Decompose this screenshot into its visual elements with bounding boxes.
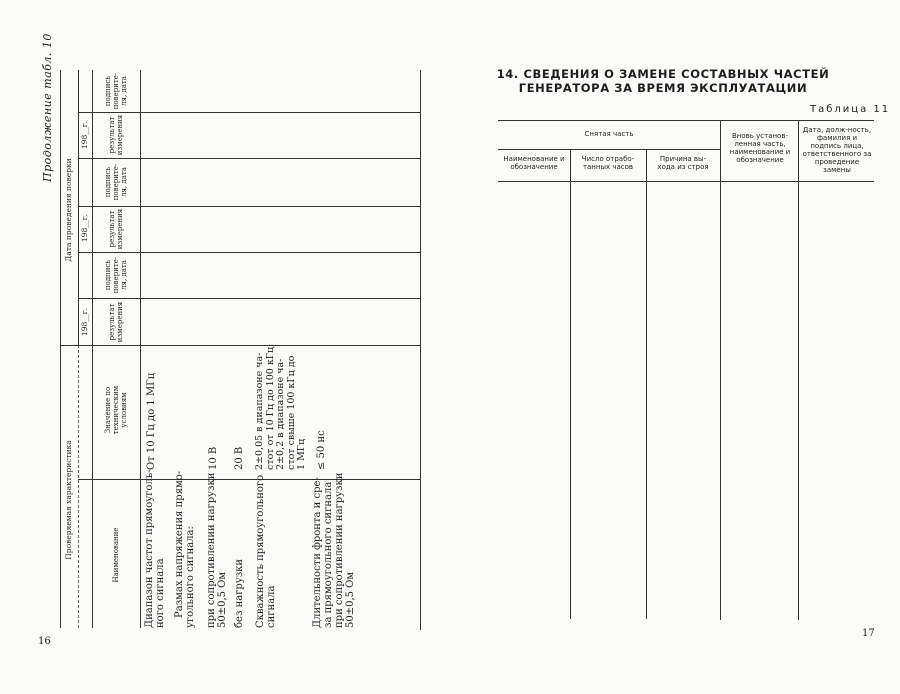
header-date-position: Дата, долж-ность, фамилия и подпись лица, ответственного за проведение замены	[802, 126, 872, 174]
page-number: 17	[862, 628, 875, 639]
header-year-3: 198__г.	[80, 120, 89, 150]
table-label: Таблица 11	[810, 104, 891, 115]
header-check-date: Дата проведения поверки	[64, 158, 73, 262]
header-signature-3: подпись поверите-ля, дата	[104, 72, 128, 110]
header-installed-part: Вновь установ-ленная часть, наименование и обозначение	[729, 132, 791, 164]
header-year-2: 198__г.	[80, 213, 89, 243]
header-result-2: результат измерения	[108, 208, 124, 250]
continuation-label: Продолжение табл. 10	[41, 33, 54, 182]
page-number: 16	[38, 636, 51, 647]
section-title-line-2: ГЕНЕРАТОРА ЗА ВРЕМЯ ЭКСПЛУАТАЦИИ	[518, 81, 808, 95]
header-signature-2: подпись поверите-ля, дата	[104, 163, 128, 201]
section-title-line-1: 14. СВЕДЕНИЯ О ЗАМЕНЕ СОСТАВНЫХ ЧАСТЕЙ	[496, 67, 830, 81]
header-result-3: результат измерения	[108, 114, 124, 156]
header-tech-value: Значение по техническим условиям	[104, 385, 128, 435]
header-removed-part: Снятая часть	[584, 130, 634, 138]
header-failure-reason: Причина вы-хода из строя	[657, 155, 709, 171]
header-signature-1: подпись поверите-ля, дата	[104, 256, 128, 294]
header-checked-characteristic: Проверяемая характеристика	[64, 440, 73, 560]
header-name-designation: Наименование и обозначение	[503, 155, 565, 171]
header-year-1: 198__г.	[80, 307, 89, 337]
header-result-1: результат измерения	[108, 301, 124, 343]
header-name: Наименование	[112, 527, 120, 583]
right-page	[450, 0, 900, 694]
header-hours-worked: Число отрабо-танных часов	[581, 155, 635, 171]
left-page: Продолжение табл. 10 Проверяемая характеристика Дата проведения поверки Наименование Значение по техническим условиям 198__г. 198__г. 198__г. результат измерения подпись поверите-ля, дата результат измерения подпись поверите-ля, дата результат измерения подпись поверите-ля, дата Диапазон частот прямоуголь- ного сигнала От 10 Гц до 1 МГц Размах напряжения прямо- угольного сигнала: при сопротивлении нагрузки 50±0,5 Ом 10 В без нагрузки 20 В Скважность прямоугольного сигнала 2±0,05 в диапазоне ча- стот от 10 Гц до 100 кГц; 2±0,2 в диапазоне ча- стот свыше 100 кГц до 1 МГц Длительности фронта и сре- за прямоугольного сигнала при сопротивлении нагрузки 50±0,5 Ом ≤ 50 нс 16	[0, 0, 450, 694]
